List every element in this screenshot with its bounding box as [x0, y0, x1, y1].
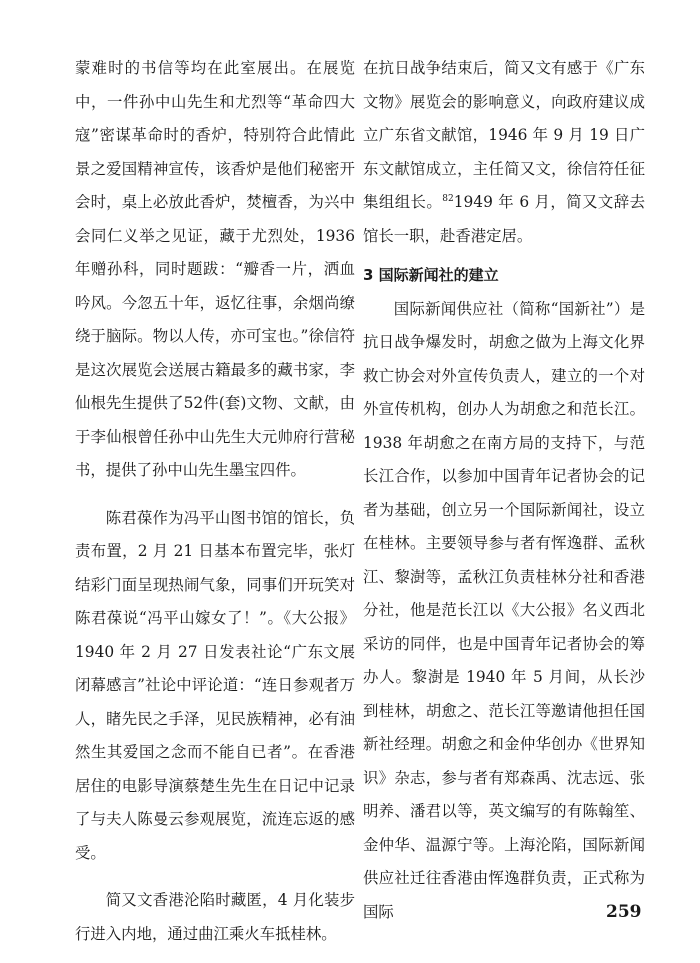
paragraph: 陈君葆作为冯平山图书馆的馆长，负责布置，2 月 21 日基本布置完毕，张灯结彩门面呈现热闹气象，同事们开玩笑对陈君葆说“冯平山嫁女了！”。《大公报》1940 年 2 月 27 日发表社论“广东文展闭幕感言”社论中评论道：“连日参观者万人，睹先民之手泽，见民族精神，必有油然生其爱国之念而不能自已者”。在香港居住的电影导演蔡楚生先生在日记中记录了与夫人陈曼云参观展览，流连忘返的感受。: [75, 508, 355, 862]
paragraph: 蒙难时的书信等均在此室展出。在展览中，一件孙中山先生和尤烈等“革命四大寇”密谋革命时的香炉，特别符合此情此景之爱国精神宣传，该香炉是他们秘密开会时，桌上必放此香炉，焚檀香，为兴中会同仁义举之见证，藏于尤烈处，1936 年赠孙科，同时题跋：“瓣香一片，洒血吟风。今忽五十年，返忆往事，余烟尚缭绕于脑际。物以人传，亦可宝也。”徐信符是这次展览会送展古籍最多的藏书家，李仙根先生提供了52件(套)文物、文献，由于李仙根曾任孙中山先生大元帅府行营秘书，提供了孙中山先生墨宝四件。: [75, 59, 355, 479]
paragraph: [363, 52, 645, 253]
paragraph-text: 1949 年 6 月，简又文辞去馆长一职，赴香港定居。: [363, 193, 645, 245]
footnote-marker: 82: [442, 193, 454, 204]
paragraph-text: 在抗日战争结束后，简又文有感于《广东文物》展览会的影响意义，向政府建议成立广东省文献馆，1946 年 9 月 19 日广东文献馆成立，主任简又文，徐信符任征集组组长。: [363, 59, 645, 211]
paragraph: 简又文香港沦陷时藏匿，4 月化装步行进入内地，通过曲江乘火车抵桂林。: [75, 891, 355, 943]
left-column: [75, 52, 355, 951]
page-number: 259: [606, 902, 642, 922]
section-heading: 3 国际新闻社的建立: [363, 266, 499, 284]
right-column: [363, 52, 645, 929]
paragraph: 国际新闻供应社（简称“国新社”）是抗日战争爆发时，胡愈之做为上海文化界救亡协会对外宣传负责人，建立的一个对外宣传机构，创办人为胡愈之和范长江。1938 年胡愈之在南方局的支持下，与范长江合作，以参加中国青年记者协会的记者为基础，创立另一个国际新闻社，设立在桂林。主要领导参与者有恽逸群、孟秋江、黎澍等，孟秋江负责桂林分社和香港分社，他是范长江以《大公报》名义西北采访的同伴，也是中国青年记者协会的筹办人。黎澍是 1940 年 5 月间，从长沙到桂林，胡愈之、范长江等邀请他担任国新社经理。胡愈之和金仲华创办《世界知识》杂志，参与者有郑森禹、沈志远、张明养、潘君以等，英文编写的有陈翰笙、金仲华、温源宁等。上海沦陷，国际新闻供应社迁往香港由恽逸群负责，正式称为国际: [363, 299, 645, 921]
